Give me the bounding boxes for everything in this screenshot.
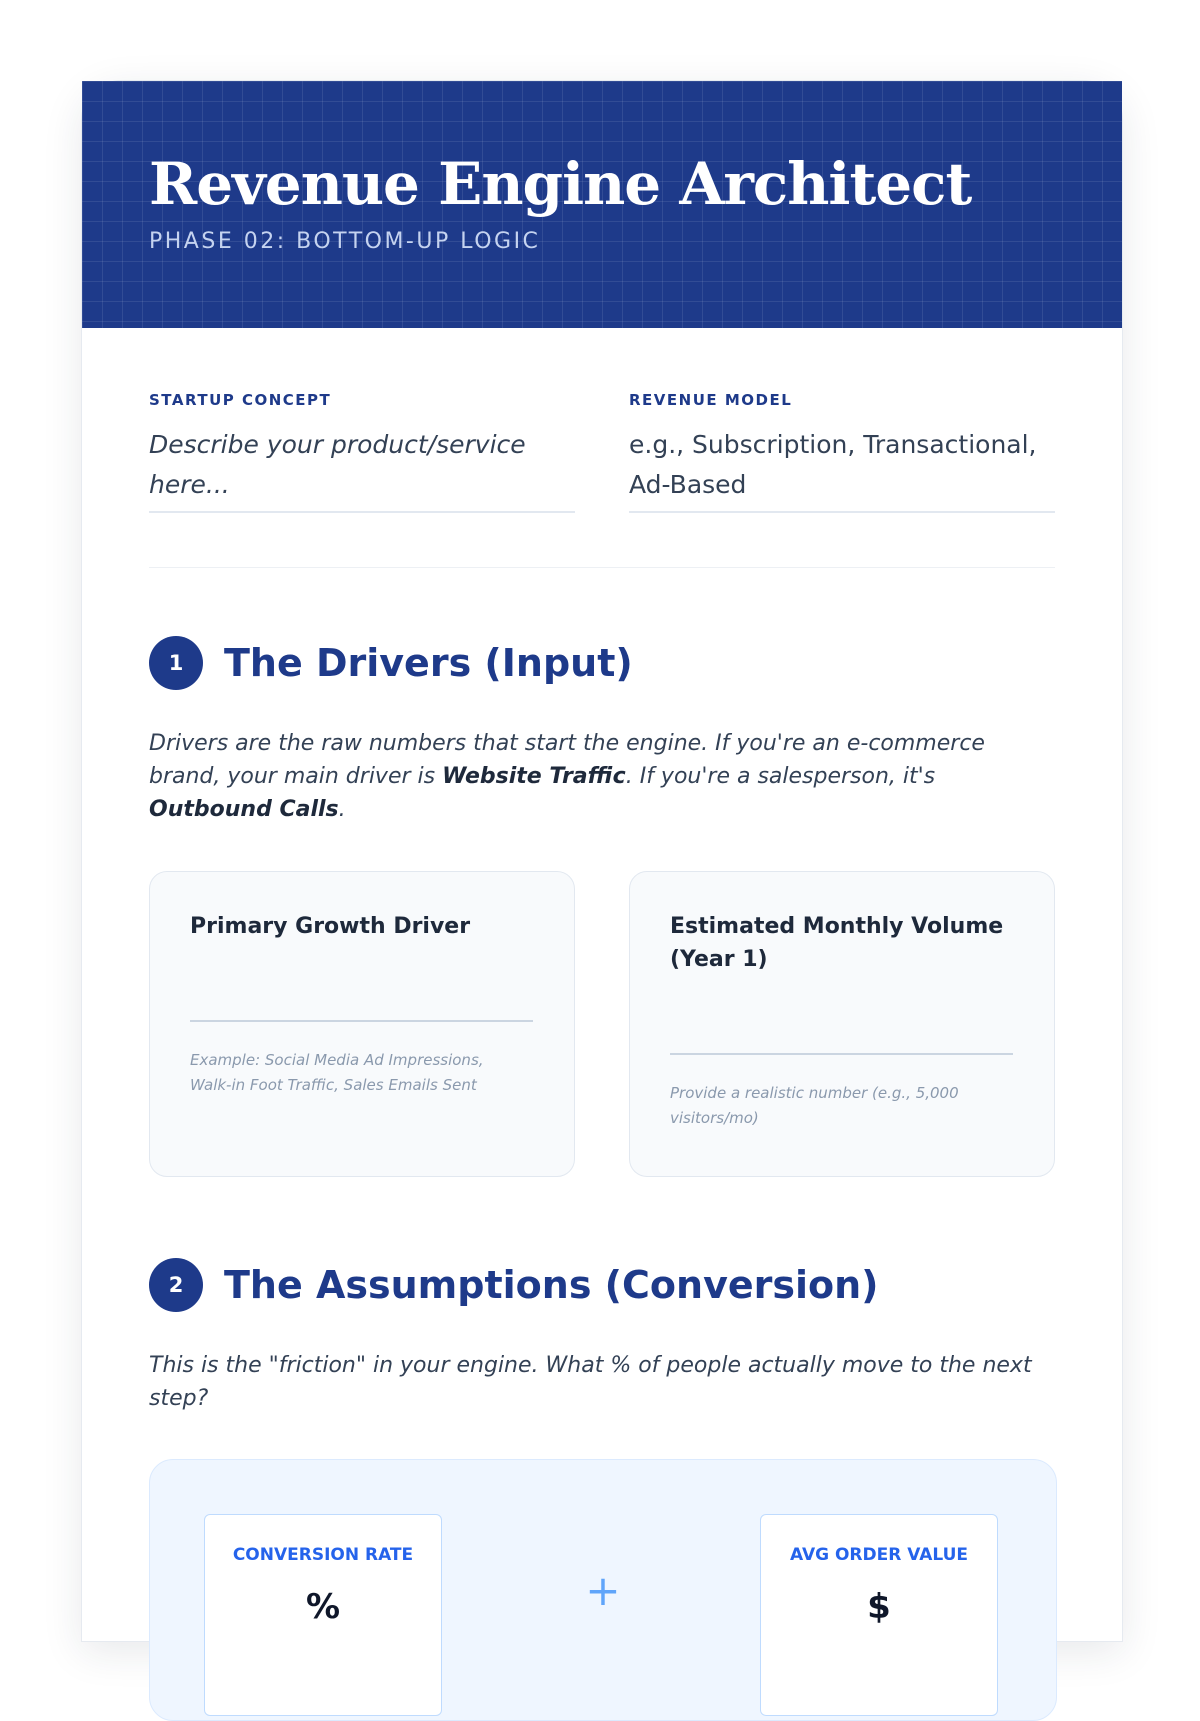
page-subtitle: PHASE 02: BOTTOM-UP LOGIC	[149, 229, 541, 254]
avg-order-value-field[interactable]	[760, 1514, 998, 1716]
drivers-desc-text-3: .	[338, 797, 346, 822]
monthly-volume-card	[629, 871, 1055, 1177]
monthly-volume-hint: Provide a realistic number (e.g., 5,000 visitors/mo)	[670, 1084, 959, 1127]
startup-concept-label: STARTUP CONCEPT	[149, 391, 332, 409]
revenue-model-label: REVENUE MODEL	[629, 391, 793, 409]
conversion-calculator-panel	[149, 1459, 1057, 1721]
step-number-2: 2	[149, 1258, 203, 1312]
monthly-volume-label: Estimated Monthly Volume (Year 1)	[670, 914, 1004, 972]
primary-driver-hint: Example: Social Media Ad Impressions, Walk-in Foot Traffic, Sales Emails Sent	[190, 1051, 484, 1094]
drivers-desc-bold-1: Website Traffic	[442, 764, 626, 789]
section-title-drivers: The Drivers (Input)	[224, 641, 633, 685]
assumptions-description: This is the "friction" in your engine. What % of people actually move to the next step?	[149, 1353, 1032, 1411]
page-title: Revenue Engine Architect	[149, 150, 972, 218]
percent-symbol: %	[305, 1587, 341, 1627]
dollar-symbol: $	[867, 1587, 891, 1627]
drivers-desc-text-2: . If you're a salesperson, it's	[625, 764, 936, 789]
section-divider	[149, 567, 1055, 568]
primary-driver-card	[149, 871, 575, 1177]
drivers-description	[149, 727, 1059, 826]
primary-driver-label: Primary Growth Driver	[190, 914, 471, 939]
drivers-desc-text-1: Drivers are the raw numbers that start the engine. If you're an e-commerce brand, your main driver is	[149, 731, 985, 789]
drivers-desc-bold-2: Outbound Calls	[149, 797, 339, 822]
worksheet-card	[81, 80, 1123, 1642]
header-banner	[82, 81, 1122, 328]
monthly-volume-input[interactable]	[670, 1023, 1013, 1055]
conversion-rate-field[interactable]	[204, 1514, 442, 1716]
revenue-model-input[interactable]	[629, 425, 1055, 513]
primary-driver-input[interactable]	[190, 990, 533, 1022]
startup-concept-input[interactable]	[149, 425, 575, 513]
plus-icon: +	[585, 1566, 621, 1615]
step-number-1: 1	[149, 636, 203, 690]
conversion-rate-label: CONVERSION RATE	[232, 1545, 414, 1565]
section-title-assumptions: The Assumptions (Conversion)	[224, 1263, 879, 1307]
avg-order-value-label: AVG ORDER VALUE	[789, 1545, 969, 1565]
